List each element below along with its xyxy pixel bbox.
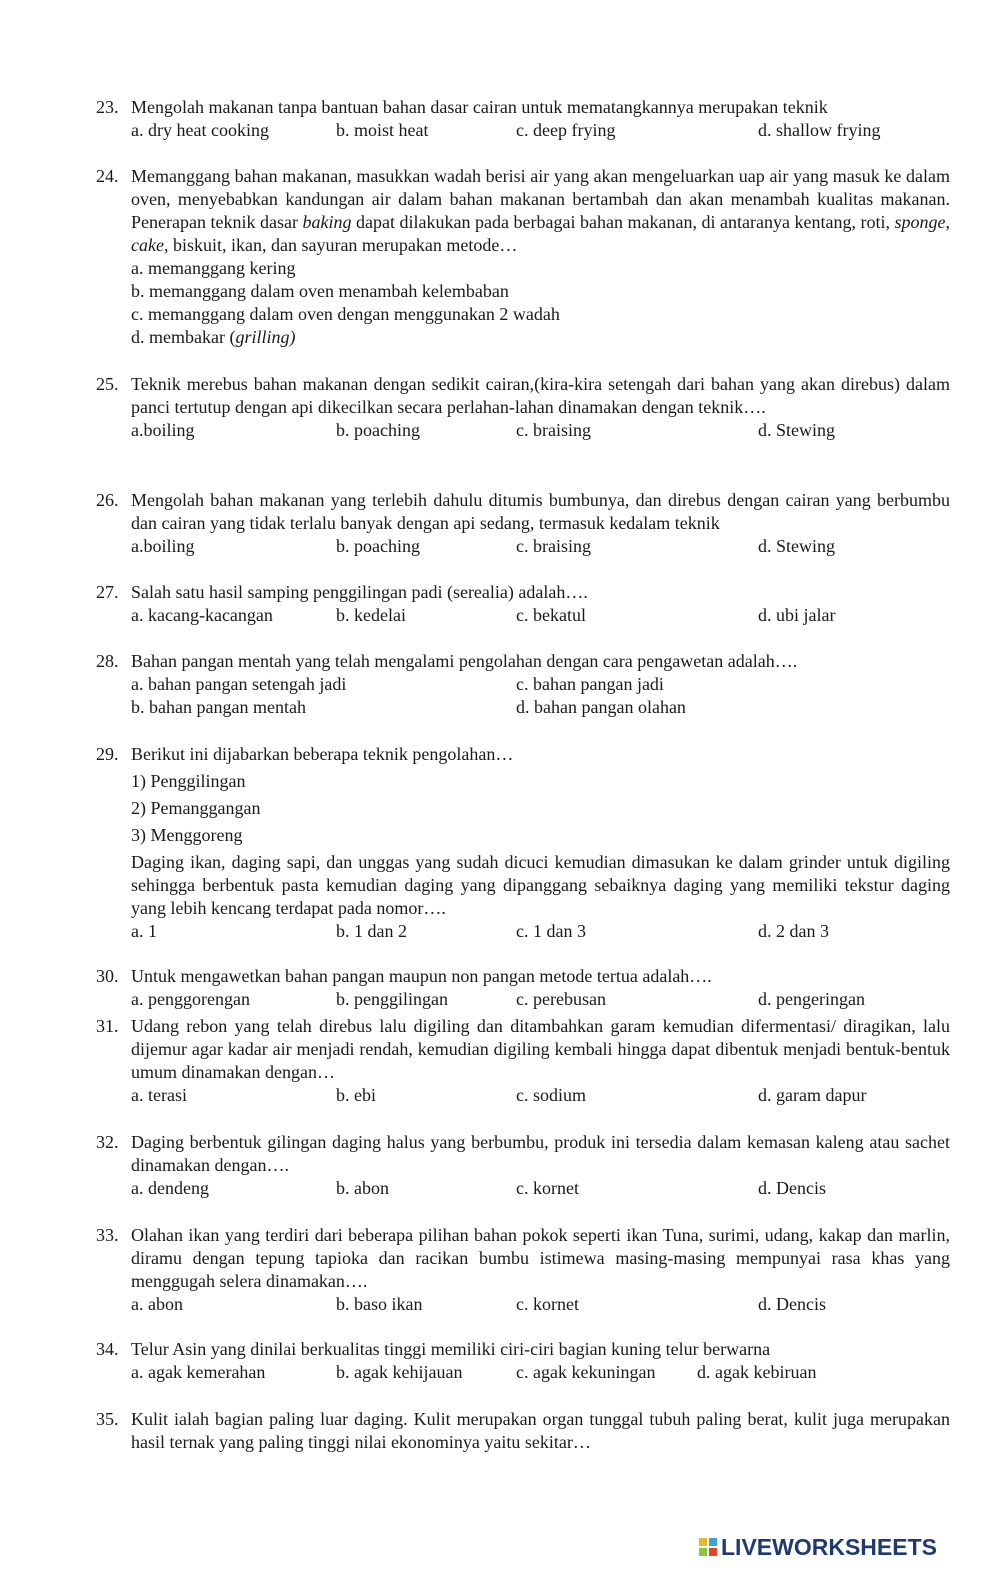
question-number: 25. (96, 374, 119, 394)
question-number: 35. (96, 1409, 119, 1429)
question-stem: Mengolah bahan makanan yang terlebih dahulu ditumis bumbunya, dan direbus dengan cairan yang berbumbu dan cairan yang tidak terlalu banyak dengan api sedang, termasuk kedalam teknik (131, 490, 950, 533)
question-33 (0, 1224, 1000, 1316)
option-c[interactable]: c. memanggang dalam oven dengan menggunakan 2 wadah (131, 304, 560, 324)
option-c[interactable]: c. deep frying (516, 120, 616, 140)
option-a[interactable]: a. penggorengan (131, 989, 250, 1009)
option-b[interactable]: b. moist heat (336, 120, 429, 140)
question-number: 24. (96, 166, 119, 186)
question-27 (0, 581, 1000, 627)
option-d[interactable]: d. Dencis (758, 1178, 826, 1198)
question-23 (0, 96, 1000, 142)
question-stem: Berikut ini dijabarkan beberapa teknik pengolahan… (131, 744, 514, 764)
question-stem: Kulit ialah bagian paling luar daging. Kulit merupakan organ tunggal tubuh paling berat, kulit juga merupakan hasil ternak yang paling tinggi nilai ekonominya yaitu sekitar… (131, 1409, 950, 1452)
option-d[interactable]: d. Dencis (758, 1294, 826, 1314)
option-c[interactable]: c. braising (516, 420, 591, 440)
option-b[interactable]: b. poaching (336, 536, 420, 556)
question-stem-continued: Daging ikan, daging sapi, dan unggas yang sudah dicuci kemudian dimasukan ke dalam grinder untuk digiling sehingga berbentuk pasta kemudian daging yang dipanggang sebaiknya daging yang memiliki tekstur daging yang lebih kencang terdapat pada nomor…. (131, 852, 950, 918)
option-d[interactable]: d. membakar (grilling) (131, 327, 296, 347)
option-c[interactable]: c. kornet (516, 1294, 579, 1314)
option-a[interactable]: a. 1 (131, 921, 157, 941)
option-c[interactable]: c. braising (516, 536, 591, 556)
option-d[interactable]: d. 2 dan 3 (758, 921, 829, 941)
question-34 (0, 1338, 1000, 1384)
question-stem: Daging berbentuk gilingan daging halus yang berbumbu, produk ini tersedia dalam kemasan kaleng atau sachet dinamakan dengan…. (131, 1132, 950, 1175)
technique-list (131, 770, 1000, 847)
question-stem: Memanggang bahan makanan, masukkan wadah berisi air yang akan mengeluarkan uap air yang masuk ke dalam oven, menyebabkan kandungan air dalam bahan makanan bertambah dan akan menambah kualitas makanan. Penerapan teknik dasar baking dapat dilakukan pada berbagai bahan makanan, di antaranya kentang, roti, sponge, cake, biskuit, ikan, dan sayuran merupakan metode… (131, 166, 950, 255)
list-item: 2) Pemanggangan (131, 798, 261, 818)
question-24 (0, 165, 1000, 349)
option-c[interactable]: c. sodium (516, 1085, 586, 1105)
option-a[interactable]: a. kacang-kacangan (131, 605, 273, 625)
liveworksheets-footer (698, 1532, 937, 1562)
list-item: 1) Penggilingan (131, 771, 246, 791)
option-b[interactable]: b. abon (336, 1178, 389, 1198)
option-a[interactable]: a.boiling (131, 536, 195, 556)
list-item: 3) Menggoreng (131, 825, 243, 845)
option-a[interactable]: a. abon (131, 1294, 183, 1314)
option-c[interactable]: c. perebusan (516, 989, 606, 1009)
brand-name: LIVEWORKSHEETS (721, 1533, 937, 1560)
option-b[interactable]: b. baso ikan (336, 1294, 423, 1314)
option-a[interactable]: a. dendeng (131, 1178, 209, 1198)
option-c[interactable]: c. kornet (516, 1178, 579, 1198)
option-d[interactable]: d. bahan pangan olahan (516, 697, 686, 717)
option-a[interactable]: a.boiling (131, 420, 195, 440)
option-d[interactable]: d. Stewing (758, 420, 836, 440)
question-stem: Mengolah makanan tanpa bantuan bahan dasar cairan untuk mematangkannya merupakan teknik (131, 97, 828, 117)
question-number: 23. (96, 97, 119, 117)
question-stem: Bahan pangan mentah yang telah mengalami pengolahan dengan cara pengawetan adalah…. (131, 651, 798, 671)
option-b[interactable]: b. ebi (336, 1085, 376, 1105)
question-35 (0, 1408, 1000, 1454)
question-number: 31. (96, 1016, 119, 1036)
option-d[interactable]: d. pengeringan (758, 989, 865, 1009)
question-stem: Teknik merebus bahan makanan dengan sedikit cairan,(kira-kira setengah dari bahan yang akan direbus) dalam panci tertutup dengan api dikecilkan secara perlahan-lahan dinamakan dengan teknik…. (131, 374, 950, 417)
option-b[interactable]: b. penggilingan (336, 989, 448, 1009)
question-31 (0, 1015, 1000, 1107)
liveworksheets-logo-icon (698, 1537, 718, 1557)
question-29 (0, 743, 1000, 943)
question-stem: Salah satu hasil samping penggilingan padi (serealia) adalah…. (131, 582, 588, 602)
question-stem: Untuk mengawetkan bahan pangan maupun non pangan metode tertua adalah…. (131, 966, 712, 986)
option-a[interactable]: a. terasi (131, 1085, 187, 1105)
question-stem: Olahan ikan yang terdiri dari beberapa pilihan bahan pokok seperti ikan Tuna, surimi, udang, kakap dan marlin, diramu dengan tepung tapioka dan racikan bumbu istimewa masing-masing mempunyai rasa khas yang menggugah selera dinamakan…. (131, 1225, 950, 1291)
question-28 (0, 650, 1000, 719)
question-number: 32. (96, 1132, 119, 1152)
option-d[interactable]: d. garam dapur (758, 1085, 867, 1105)
option-c[interactable]: c. bekatul (516, 605, 586, 625)
option-c[interactable]: c. agak kekuningan (516, 1362, 656, 1382)
option-d[interactable]: d. agak kebiruan (697, 1362, 817, 1382)
question-32 (0, 1131, 1000, 1200)
option-b[interactable]: b. agak kehijauan (336, 1362, 463, 1382)
option-a[interactable]: a. bahan pangan setengah jadi (131, 674, 347, 694)
question-number: 26. (96, 490, 119, 510)
option-c[interactable]: c. 1 dan 3 (516, 921, 586, 941)
option-a[interactable]: a. dry heat cooking (131, 120, 269, 140)
question-stem: Udang rebon yang telah direbus lalu digiling dan ditambahkan garam kemudian difermentasi/ diragikan, lalu dijemur agar kadar air menjadi rendah, kemudian digiling kembali hingga dapat dibentuk menjadi bentuk-bentuk umum dinamakan dengan… (131, 1016, 950, 1082)
option-a[interactable]: a. memanggang kering (131, 258, 296, 278)
option-b[interactable]: b. memanggang dalam oven menambah kelembaban (131, 281, 509, 301)
question-25 (0, 373, 1000, 442)
question-number: 29. (96, 744, 119, 764)
option-b[interactable]: b. kedelai (336, 605, 406, 625)
option-c[interactable]: c. bahan pangan jadi (516, 674, 664, 694)
option-a[interactable]: a. agak kemerahan (131, 1362, 266, 1382)
question-30 (0, 965, 1000, 1011)
option-b[interactable]: b. poaching (336, 420, 420, 440)
option-b[interactable]: b. bahan pangan mentah (131, 697, 306, 717)
question-26 (0, 489, 1000, 558)
question-number: 34. (96, 1339, 119, 1359)
option-d[interactable]: d. Stewing (758, 536, 836, 556)
option-d[interactable]: d. ubi jalar (758, 605, 836, 625)
option-d[interactable]: d. shallow frying (758, 120, 881, 140)
question-number: 33. (96, 1225, 119, 1245)
question-stem: Telur Asin yang dinilai berkualitas tinggi memiliki ciri-ciri bagian kuning telur berwarna (131, 1339, 771, 1359)
question-number: 30. (96, 966, 119, 986)
question-number: 27. (96, 582, 119, 602)
option-b[interactable]: b. 1 dan 2 (336, 921, 407, 941)
question-number: 28. (96, 651, 119, 671)
